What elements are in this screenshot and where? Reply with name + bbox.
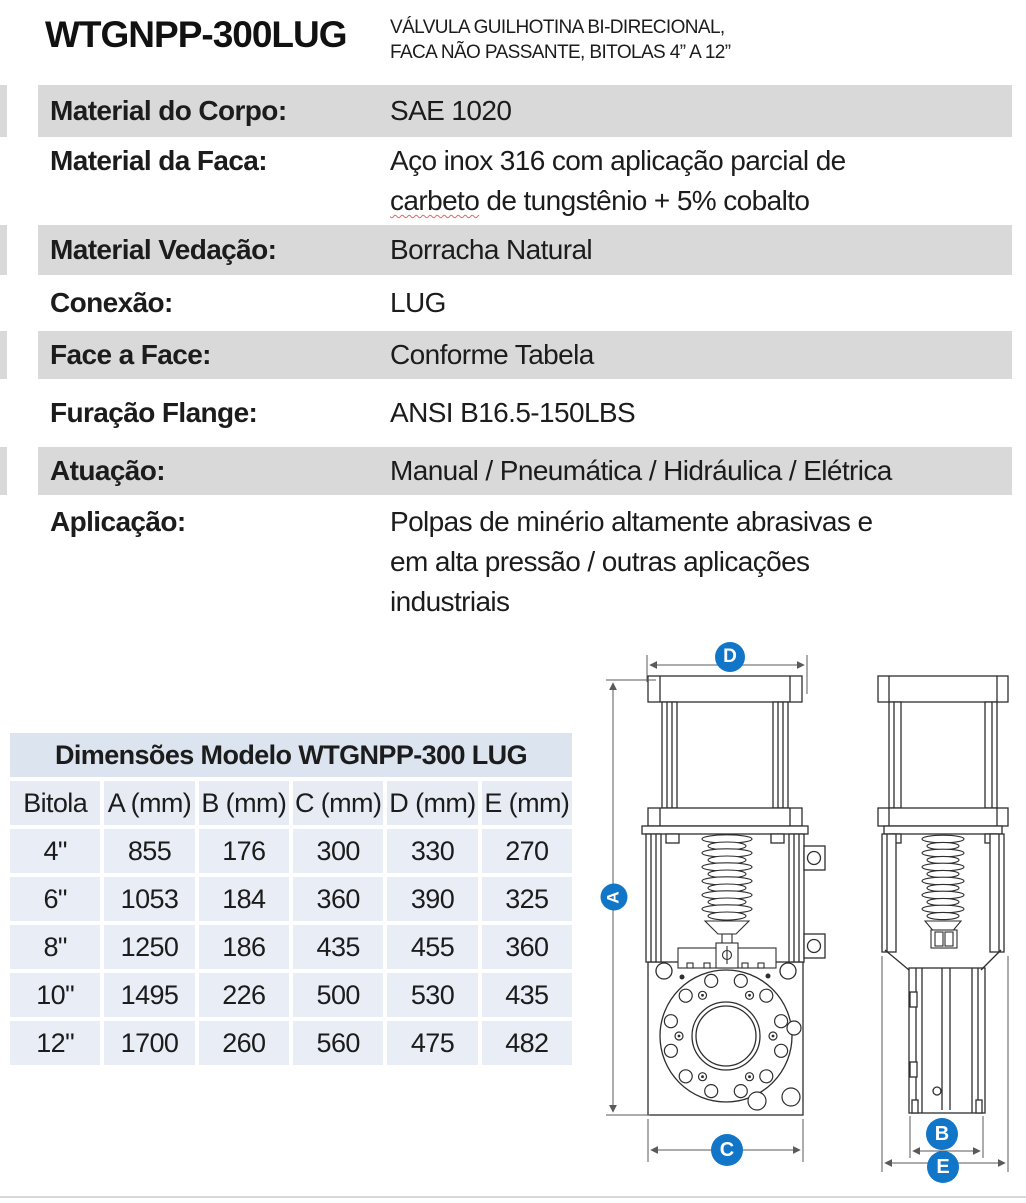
table-cell: 435 — [482, 973, 572, 1017]
dimension-badge-a: A — [601, 884, 628, 911]
table-cell: 260 — [199, 1021, 289, 1065]
table-cell: 435 — [293, 925, 383, 969]
table-cell: 10" — [10, 973, 100, 1017]
column-header-b: B (mm) — [199, 781, 289, 825]
table-cell: 325 — [482, 877, 572, 921]
product-subtitle — [390, 15, 731, 65]
table-cell: 12" — [10, 1021, 100, 1065]
column-header-d: D (mm) — [387, 781, 477, 825]
spec-value: LUG — [390, 287, 446, 318]
column-header-a: A (mm) — [104, 781, 194, 825]
table-cell: 475 — [387, 1021, 477, 1065]
spec-label: Furação Flange: — [50, 397, 258, 428]
subtitle-line-2: FACA NÃO PASSANTE, BITOLAS 4” A 12” — [390, 42, 731, 63]
dimensions-table-title: Dimensões Modelo WTGNPP-300 LUG — [10, 733, 572, 777]
table-cell: 560 — [293, 1021, 383, 1065]
spec-value: ANSI B16.5-150LBS — [390, 397, 636, 428]
dimension-badge-b: B — [926, 1118, 958, 1150]
spec-row-face-a-face — [0, 331, 1026, 379]
spellcheck-word: carbeto — [390, 185, 480, 216]
page-bottom-divider — [0, 1196, 1026, 1198]
table-cell: 482 — [482, 1021, 572, 1065]
table-cell: 186 — [199, 925, 289, 969]
spec-label: Material Vedação: — [50, 234, 277, 265]
table-cell: 455 — [387, 925, 477, 969]
spec-value: Conforme Tabela — [390, 339, 594, 370]
table-cell: 8" — [10, 925, 100, 969]
spec-row-atuacao — [0, 447, 1026, 495]
table-cell: 390 — [387, 877, 477, 921]
spec-label: Material do Corpo: — [50, 95, 287, 126]
column-header-c: C (mm) — [293, 781, 383, 825]
spec-value: Borracha Natural — [390, 234, 593, 265]
table-cell: 1700 — [104, 1021, 194, 1065]
column-header-e: E (mm) — [482, 781, 572, 825]
table-cell: 6" — [10, 877, 100, 921]
table-cell: 226 — [199, 973, 289, 1017]
table-cell: 360 — [482, 925, 572, 969]
valve-drawing-svg — [590, 630, 1026, 1203]
spec-row-conexao — [0, 275, 1026, 331]
table-cell: 500 — [293, 973, 383, 1017]
spec-row-material-vedacao — [0, 225, 1026, 275]
valve-technical-drawing — [590, 630, 1026, 1203]
table-cell: 1053 — [104, 877, 194, 921]
spec-table — [0, 85, 1026, 629]
spec-value: SAE 1020 — [390, 95, 512, 126]
table-cell: 1495 — [104, 973, 194, 1017]
table-cell: 1250 — [104, 925, 194, 969]
table-cell: 360 — [293, 877, 383, 921]
product-model-title: WTGNPP-300LUG — [45, 14, 347, 55]
dimension-badge-e: E — [927, 1151, 959, 1183]
table-cell: 530 — [387, 973, 477, 1017]
table-cell: 184 — [199, 877, 289, 921]
spec-row-material-faca — [0, 137, 1026, 225]
spec-row-furacao-flange — [0, 379, 1026, 447]
spec-label: Aplicação: — [50, 506, 186, 537]
dimension-badge-d: D — [715, 642, 745, 672]
table-cell: 300 — [293, 829, 383, 873]
spec-row-aplicacao — [0, 495, 1026, 629]
table-cell: 330 — [387, 829, 477, 873]
spec-value: Polpas de minério altamente abrasivas e em alta pressão / outras aplicações industriais — [390, 506, 873, 617]
subtitle-line-1: VÁLVULA GUILHOTINA BI-DIRECIONAL, — [390, 17, 725, 38]
dimension-badge-c: C — [711, 1134, 743, 1166]
table-cell: 270 — [482, 829, 572, 873]
spec-label: Conexão: — [50, 287, 173, 318]
spec-value: Aço inox 316 com aplicação parcial de carbeto de tungstênio + 5% cobalto — [390, 145, 846, 216]
dimensions-table — [10, 733, 572, 1065]
spec-row-material-corpo — [0, 85, 1026, 137]
spec-label: Material da Faca: — [50, 145, 267, 176]
spec-label: Atuação: — [50, 455, 165, 486]
spec-value: Manual / Pneumática / Hidráulica / Elétrica — [390, 455, 892, 486]
table-cell: 855 — [104, 829, 194, 873]
table-cell: 4" — [10, 829, 100, 873]
column-header-bitola: Bitola — [10, 781, 100, 825]
spec-label: Face a Face: — [50, 339, 211, 370]
table-cell: 176 — [199, 829, 289, 873]
